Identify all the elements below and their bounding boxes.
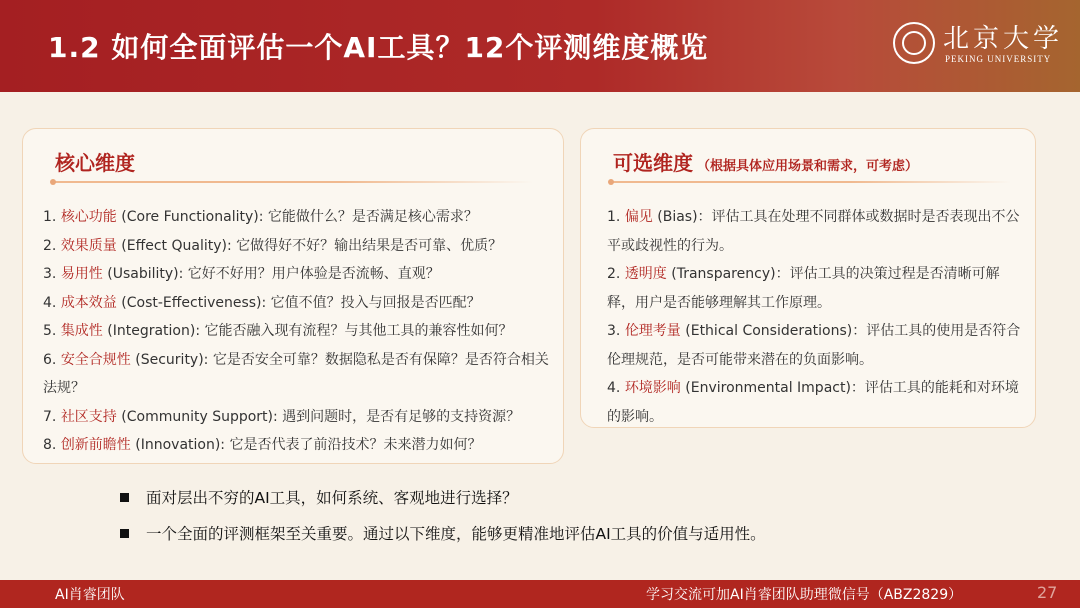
optional-panel-heading: [613, 147, 918, 176]
dimension-name: 核心功能: [60, 209, 117, 225]
slide-title: 1.2 如何全面评估一个AI工具？12个评测维度概览: [48, 31, 709, 64]
footer-bar: [0, 580, 1080, 608]
dimension-name: 偏见: [624, 209, 653, 225]
core-dimension-list: [43, 203, 555, 460]
list-item: 1. 偏见 (Bias)：评估工具在处理不同群体或数据时是否表现出不公平或歧视性的行为。: [607, 209, 1020, 254]
core-panel-heading: [55, 147, 135, 176]
optional-panel-title: 可选维度: [613, 151, 693, 175]
optional-dimensions-panel: [580, 128, 1036, 428]
dimension-name: 易用性: [60, 266, 103, 282]
list-item: 8. 创新前瞻性 (Innovation): 它是否代表了前沿技术？未来潜力如何？: [43, 437, 482, 453]
dimension-name: 集成性: [60, 323, 103, 339]
dimension-name: 透明度: [624, 266, 667, 282]
logo-english-text: PEKING UNIVERSITY: [945, 54, 1052, 64]
list-item: 3. 伦理考量 (Ethical Considerations)：评估工具的使用是否符合伦理规范，是否可能带来潜在的负面影响。: [607, 323, 1021, 368]
core-panel-title: 核心维度: [55, 151, 135, 175]
optional-panel-subtitle: （根据具体应用场景和需求，可考虑）: [697, 159, 919, 174]
dimension-name: 环境影响: [624, 380, 681, 396]
dimension-name: 创新前瞻性: [60, 437, 131, 453]
core-dimensions-panel: [22, 128, 564, 464]
list-item: 1. 核心功能 (Core Functionality): 它能做什么？是否满足核心需求？: [43, 209, 478, 225]
list-item: 3. 易用性 (Usability): 它好不好用？用户体验是否流畅、直观？: [43, 266, 440, 282]
university-logo: [893, 18, 1063, 70]
title-bar: [0, 0, 1080, 92]
list-item: 6. 安全合规性 (Security): 它是否安全可靠？数据隐私是否有保障？是否符合相关法规？: [43, 351, 549, 396]
optional-panel-divider: [611, 181, 1011, 183]
list-item: 5. 集成性 (Integration): 它能否融入现有流程？与其他工具的兼容性如何？: [43, 323, 513, 339]
footer-team-label: AI肖睿团队: [55, 587, 125, 603]
list-item: 7. 社区支持 (Community Support): 遇到问题时，是否有足够的支持资源？: [43, 408, 521, 425]
bullet-item: 一个全面的评测框架至关重要。通过以下维度，能够更精准地评估AI工具的价值与适用性。: [120, 522, 766, 558]
page-number: 27: [1037, 583, 1058, 602]
list-item: 4. 环境影响 (Environmental Impact)：评估工具的能耗和对环境的影响。: [607, 380, 1019, 425]
core-panel-divider: [53, 181, 533, 183]
dimension-name: 成本效益: [60, 294, 117, 311]
dimension-name: 伦理考量: [624, 323, 681, 339]
dimension-name: 社区支持: [60, 408, 117, 425]
logo-chinese-text: 北京大学: [943, 24, 1064, 54]
dimension-name: 效果质量: [60, 237, 117, 254]
footer-contact-text: 学习交流可加AI肖睿团队助理微信号（ABZ2829）: [646, 587, 963, 603]
bullet-item: 面对层出不穷的AI工具，如何系统、客观地进行选择？: [120, 486, 766, 522]
dimension-name: 安全合规性: [60, 351, 131, 368]
list-item: 4. 成本效益 (Cost-Effectiveness): 它值不值？投入与回报是否匹配？: [43, 294, 481, 311]
optional-dimension-list: [607, 203, 1021, 431]
seal-icon: [893, 22, 935, 64]
list-item: 2. 透明度 (Transparency)：评估工具的决策过程是否清晰可解释，用户是否能够理解其工作原理。: [607, 266, 1000, 311]
summary-bullets: [120, 486, 766, 558]
list-item: 2. 效果质量 (Effect Quality): 它做得好不好？输出结果是否可靠、优质？: [43, 237, 503, 254]
